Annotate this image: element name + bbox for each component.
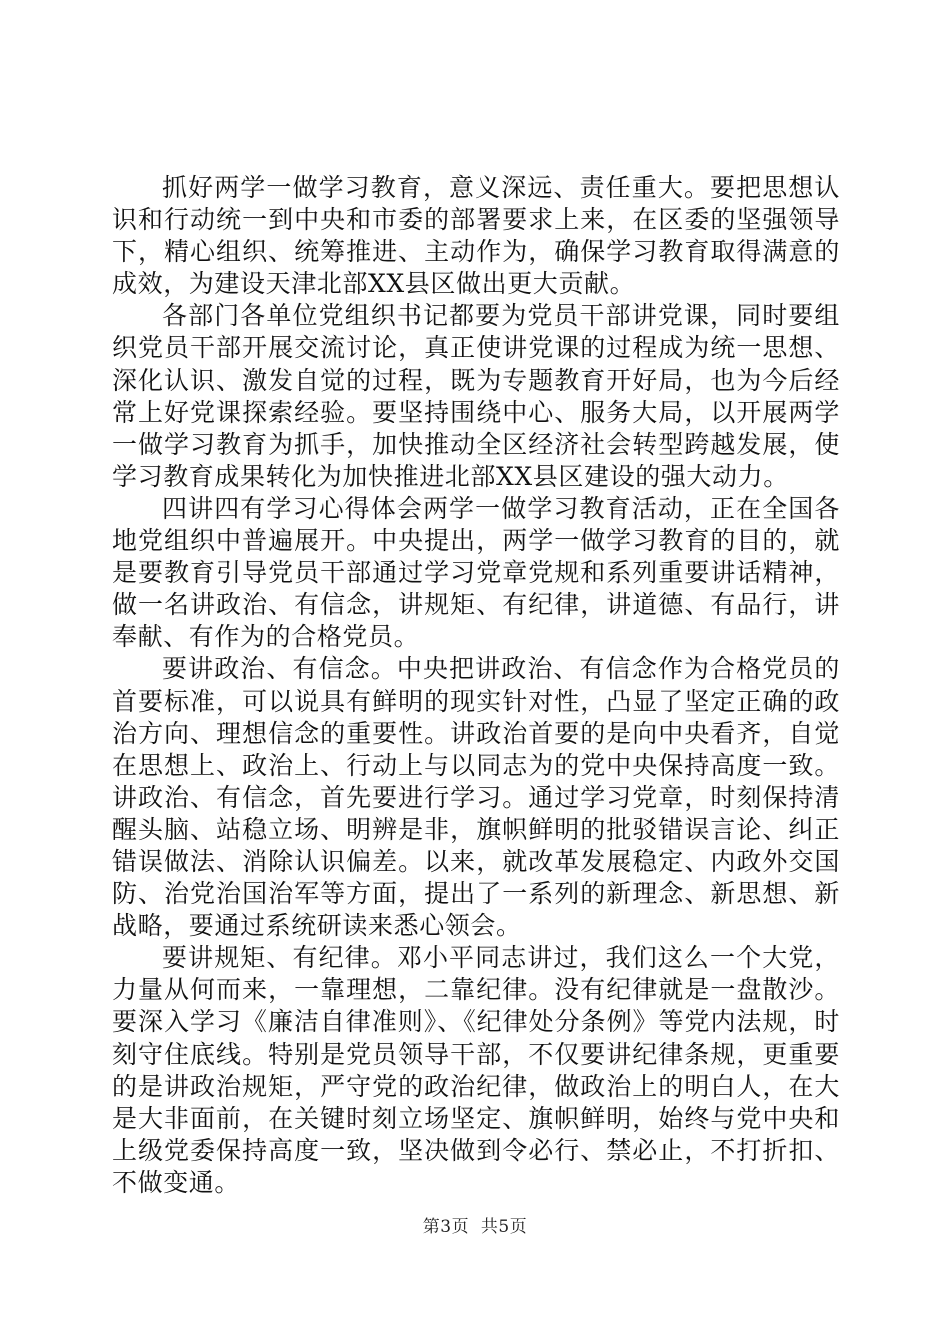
paragraph-2: 各部门各单位党组织书记都要为党员干部讲党课，同时要组织党员干部开展交流讨论，真正使讲党课的过程成为统一思想、深化认识、激发自觉的过程，既为专题教育开好局，也为今后经常上好党课探索经验。要坚持围绕中心、服务大局，以开展两学一做学习教育为抓手，加快推动全区经济社会转型跨越发展，使学习教育成果转化为加快推进北部XX县区建设的强大动力。 xyxy=(112,301,840,491)
paragraph-4: 要讲政治、有信念。中央把讲政治、有信念作为合格党员的首要标准，可以说具有鲜明的现实针对性，凸显了坚定正确的政治方向、理想信念的重要性。讲政治首要的是向中央看齐，自觉在思想上、政治上、行动上与以同志为的党中央保持高度一致。讲政治、有信念，首先要进行学习。通过学习党章，时刻保持清醒头脑、站稳立场、明辨是非，旗帜鲜明的批驳错误言论、纠正错误做法、消除认识偏差。以来，就改革发展稳定、内政外交国防、治党治国治军等方面，提出了一系列的新理念、新思想、新战略，要通过系统研读来悉心领会。 xyxy=(112,654,840,941)
page-footer xyxy=(0,1216,950,1238)
page-number: 第3页 xyxy=(422,1217,470,1237)
footer-gap xyxy=(469,1217,481,1237)
paragraph-5: 要讲规矩、有纪律。邓小平同志讲过，我们这么一个大党，力量从何而来，一靠理想，二靠纪律。没有纪律就是一盘散沙。要深入学习《廉洁自律准则》、《纪律处分条例》等党内法规，时刻守住底线。特别是党员领导干部，不仅要讲纪律条规，更重要的是讲政治规矩，严守党的政治纪律，做政治上的明白人，在大是大非面前，在关键时刻立场坚定、旗帜鲜明，始终与党中央和上级党委保持高度一致，坚决做到令必行、禁必止，不打折扣、不做变通。 xyxy=(112,943,840,1197)
body-text xyxy=(112,172,840,1199)
page-total: 共5页 xyxy=(480,1217,528,1237)
paragraph-3: 四讲四有学习心得体会两学一做学习教育活动，正在全国各地党组织中普遍展开。中央提出，两学一做学习教育的目的，就是要教育引导党员干部通过学习党章党规和系列重要讲话精神，做一名讲政治、有信念，讲规矩、有纪律，讲道德、有品行，讲奉献、有作为的合格党员。 xyxy=(112,493,840,652)
paragraph-1: 抓好两学一做学习教育，意义深远、责任重大。要把思想认识和行动统一到中央和市委的部署要求上来，在区委的坚强领导下，精心组织、统筹推进、主动作为，确保学习教育取得满意的成效，为建设天津北部XX县区做出更大贡献。 xyxy=(112,173,840,299)
